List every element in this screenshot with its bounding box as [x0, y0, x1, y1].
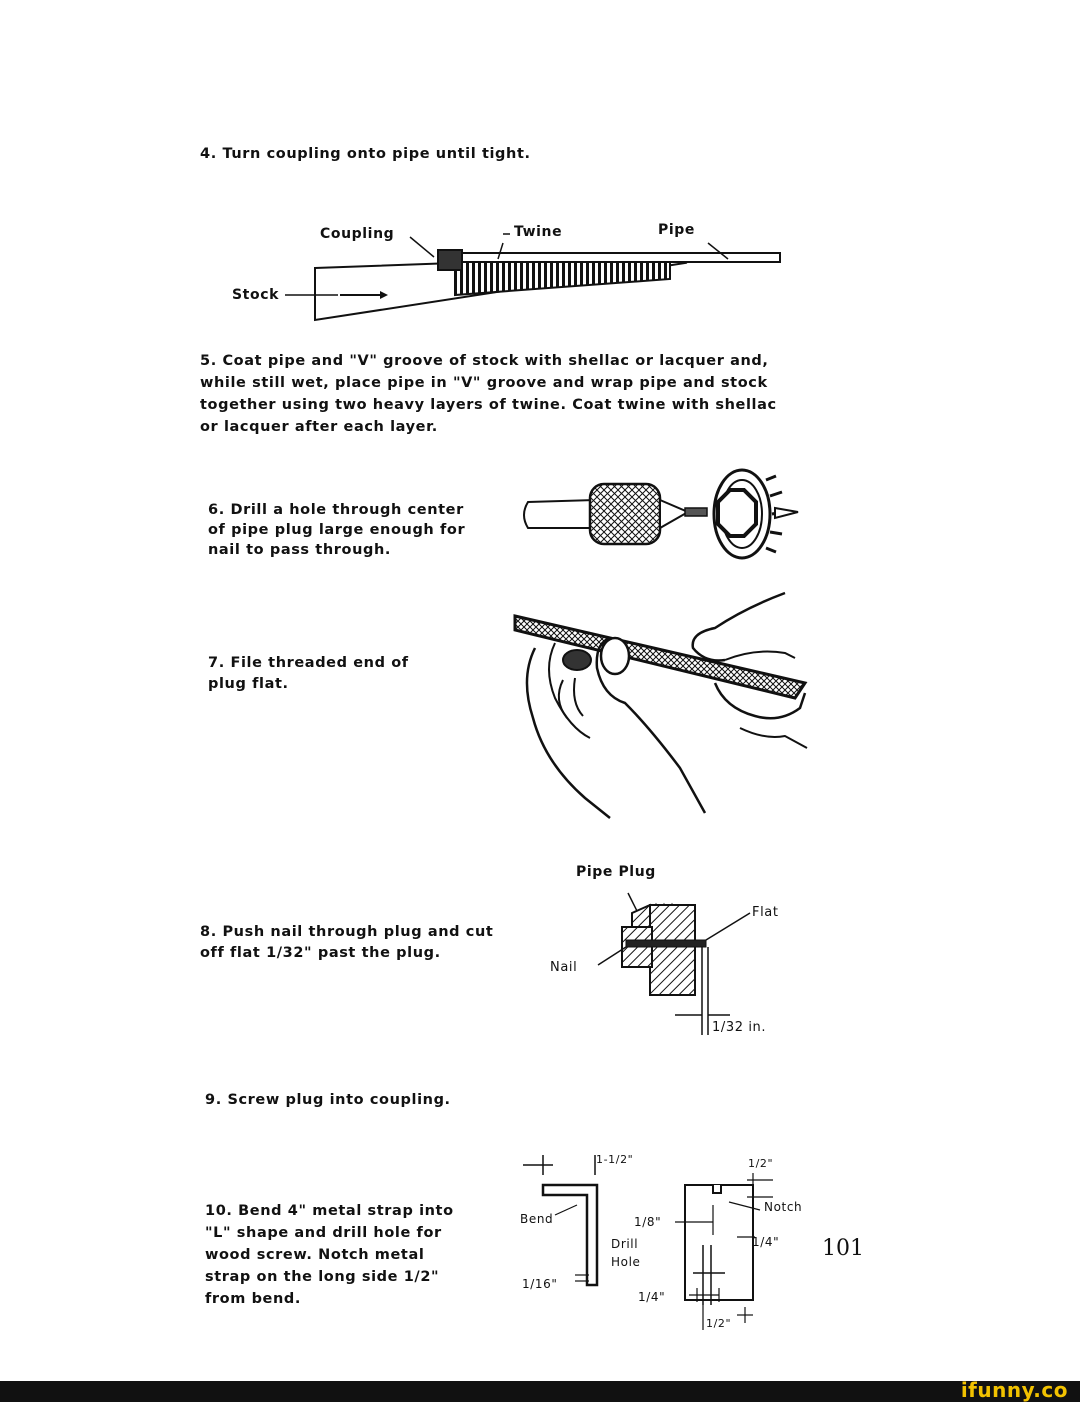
step-10-line-3: wood screw. Notch metal — [205, 1247, 425, 1263]
step-8-line-2: off flat 1/32" past the plug. — [200, 945, 441, 961]
twine-label: Twine — [514, 224, 563, 240]
step-8-line-1: 8. Push nail through plug and cut — [200, 924, 494, 940]
coupling-label: Coupling — [320, 226, 395, 242]
hands-filing-illustration — [515, 588, 815, 818]
step-4-text: 4. Turn coupling onto pipe until tight. — [200, 146, 531, 162]
step-7-text — [208, 653, 409, 695]
step-5-text — [200, 350, 777, 438]
stock-label: Stock — [232, 287, 280, 303]
step-5-line-4: or lacquer after each layer. — [200, 419, 438, 435]
dim-eighth-label: 1/8" — [634, 1215, 662, 1229]
step-5-line-2: while still wet, place pipe in "V" groove and wrap pipe and stock — [200, 375, 768, 391]
step-7-line-2: plug flat. — [208, 676, 289, 692]
step-6-text — [208, 500, 465, 560]
drill-plug-illustration — [520, 462, 810, 562]
dim-sixteenth-label: 1/16" — [522, 1277, 558, 1291]
page-number: 101 — [822, 1236, 864, 1261]
step-9-text: 9. Screw plug into coupling. — [205, 1092, 451, 1108]
bend-label: Bend — [520, 1212, 554, 1226]
gap-dimension-label: 1/32 in. — [712, 1020, 767, 1035]
dim-half-top-label: 1/2" — [748, 1157, 774, 1170]
nail-label: Nail — [550, 960, 578, 975]
step-10-line-5: from bend. — [205, 1291, 302, 1307]
pipe-plug-label: Pipe Plug — [576, 864, 656, 880]
step-10-line-4: strap on the long side 1/2" — [205, 1269, 440, 1285]
hole-label: Hole — [611, 1255, 641, 1269]
step-10-text — [205, 1200, 454, 1310]
flat-label: Flat — [752, 905, 779, 920]
step-5-line-3: together using two heavy layers of twine. Coat twine with shellac — [200, 397, 777, 413]
step-6-line-3: nail to pass through. — [208, 542, 392, 558]
notch-label: Notch — [764, 1200, 803, 1214]
step-10-line-1: 10. Bend 4" metal strap into — [205, 1203, 454, 1219]
step-6-line-1: 6. Drill a hole through center — [208, 502, 464, 518]
step-10-line-2: "L" shape and drill hole for — [205, 1225, 442, 1241]
step-5-line-1: 5. Coat pipe and "V" groove of stock with shellac or lacquer and, — [200, 353, 769, 369]
drill-label: Drill — [611, 1237, 639, 1251]
dim-one-and-half-label: 1-1/2" — [596, 1153, 634, 1166]
dim-quarter-right-label: 1/4" — [752, 1235, 780, 1249]
step-6-line-2: of pipe plug large enough for — [208, 522, 466, 538]
dim-half-bottom-label: 1/2" — [706, 1317, 732, 1330]
step-8-text — [200, 922, 493, 964]
watermark-logo: ifunny.co — [960, 1378, 1068, 1402]
step-7-line-1: 7. File threaded end of — [208, 655, 409, 671]
pipe-label: Pipe — [658, 222, 695, 238]
dim-quarter-bottom-label: 1/4" — [638, 1290, 666, 1304]
bottom-bar — [0, 1381, 1080, 1402]
